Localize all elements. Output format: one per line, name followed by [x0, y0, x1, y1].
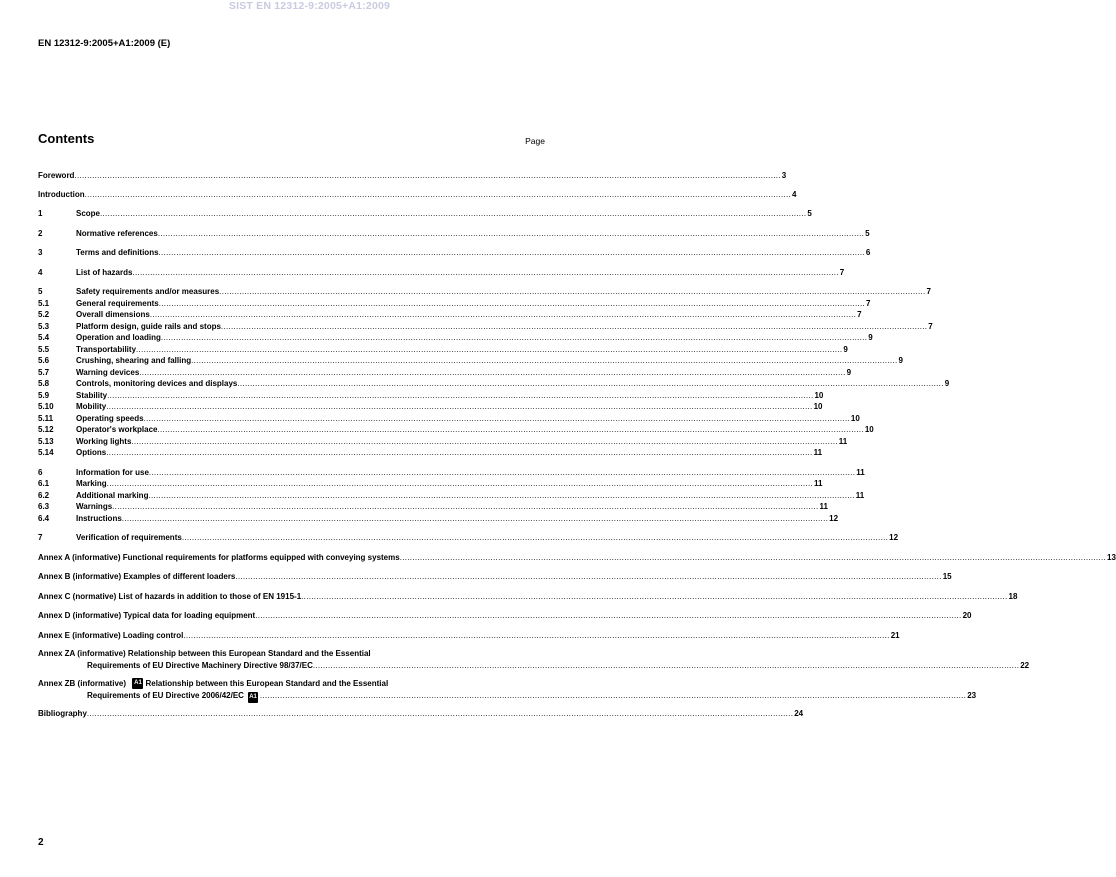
toc-entry-foreword[interactable]: Foreword ..... 3: [38, 170, 545, 182]
toc-entry[interactable]: 5.2 Overall dimensions ..... 7: [38, 309, 545, 321]
toc-entry[interactable]: 5.5 Transportability ..... 9: [38, 344, 545, 356]
toc-entry[interactable]: 5.6 Crushing, shearing and falling ..... 9: [38, 355, 545, 367]
toc-entry[interactable]: 6.2 Additional marking ..... 11: [38, 490, 545, 502]
toc-entry-annex-e[interactable]: Annex E (informative) Loading control ..... 21: [38, 630, 545, 642]
toc-entry[interactable]: 5.12 Operator's workplace ..... 10: [38, 424, 545, 436]
toc-entry[interactable]: 6.3 Warnings ..... 11: [38, 501, 545, 513]
toc-entry[interactable]: 5.4 Operation and loading ..... 9: [38, 332, 545, 344]
toc-entry-annex-zb[interactable]: Annex ZB (informative) A1 Relationship between this European Standard and the Essential Requirements of EU Directive 2006/42/EC A1 ..... 23: [38, 678, 545, 701]
watermark: SIST EN 12312-9:2005+A1:2009: [228, 0, 391, 12]
toc-entry-bibliography[interactable]: Bibliography ..... 24: [38, 708, 545, 720]
document-id: EN 12312-9:2005+A1:2009 (E): [38, 38, 171, 49]
amendment-end-icon: A1: [248, 692, 258, 703]
toc-entry[interactable]: 5.9 Stability ..... 10: [38, 390, 545, 402]
toc-entry-annex-d[interactable]: Annex D (informative) Typical data for loading equipment ..... 20: [38, 610, 545, 622]
toc-entry-annex-c[interactable]: Annex C (normative) List of hazards in addition to those of EN 1915-1 ..... 18: [38, 591, 545, 603]
toc-entry[interactable]: 5.1 General requirements ..... 7: [38, 298, 545, 310]
toc-entry[interactable]: 5.3 Platform design, guide rails and stops ..... 7: [38, 321, 545, 333]
toc-entry-introduction[interactable]: Introduction ..... 4: [38, 189, 545, 201]
amendment-start-icon: A1: [132, 678, 143, 689]
toc-entry[interactable]: 5.11 Operating speeds ..... 10: [38, 413, 545, 425]
toc-entry[interactable]: 1 Scope ..... 5: [38, 208, 545, 220]
toc-entry[interactable]: 3 Terms and definitions ..... 6: [38, 247, 545, 259]
page-column-header: Page: [525, 136, 545, 146]
toc-entry-annex-a[interactable]: Annex A (informative) Functional requirements for platforms equipped with conveying systems ..... 13: [38, 552, 545, 564]
toc-entry[interactable]: 5.13 Working lights ..... 11: [38, 436, 545, 448]
table-of-contents: [38, 170, 1116, 720]
toc-entry[interactable]: 5.14 Options ..... 11: [38, 447, 545, 459]
page-number: 2: [38, 837, 44, 848]
toc-entry[interactable]: 2 Normative references ..... 5: [38, 228, 545, 240]
toc-entry[interactable]: 5.8 Controls, monitoring devices and displays ..... 9: [38, 378, 545, 390]
toc-entry[interactable]: 4 List of hazards ..... 7: [38, 267, 545, 279]
toc-entry[interactable]: 5.10 Mobility ..... 10: [38, 401, 545, 413]
toc-entry[interactable]: 6 Information for use ..... 11: [38, 467, 545, 479]
toc-entry-annex-b[interactable]: Annex B (informative) Examples of different loaders ..... 15: [38, 571, 545, 583]
toc-entry[interactable]: 5 Safety requirements and/or measures ..... 7: [38, 286, 545, 298]
toc-entry-annex-za[interactable]: Annex ZA (informative) Relationship between this European Standard and the Essential Requirements of EU Directive Machinery Directive 98/37/EC ..... 22: [38, 648, 545, 671]
toc-entry[interactable]: 5.7 Warning devices ..... 9: [38, 367, 545, 379]
toc-entry[interactable]: 7 Verification of requirements ..... 12: [38, 532, 545, 544]
toc-entry[interactable]: 6.1 Marking ..... 11: [38, 478, 545, 490]
contents-title: Contents: [38, 131, 95, 146]
toc-entry[interactable]: 6.4 Instructions ..... 12: [38, 513, 545, 525]
